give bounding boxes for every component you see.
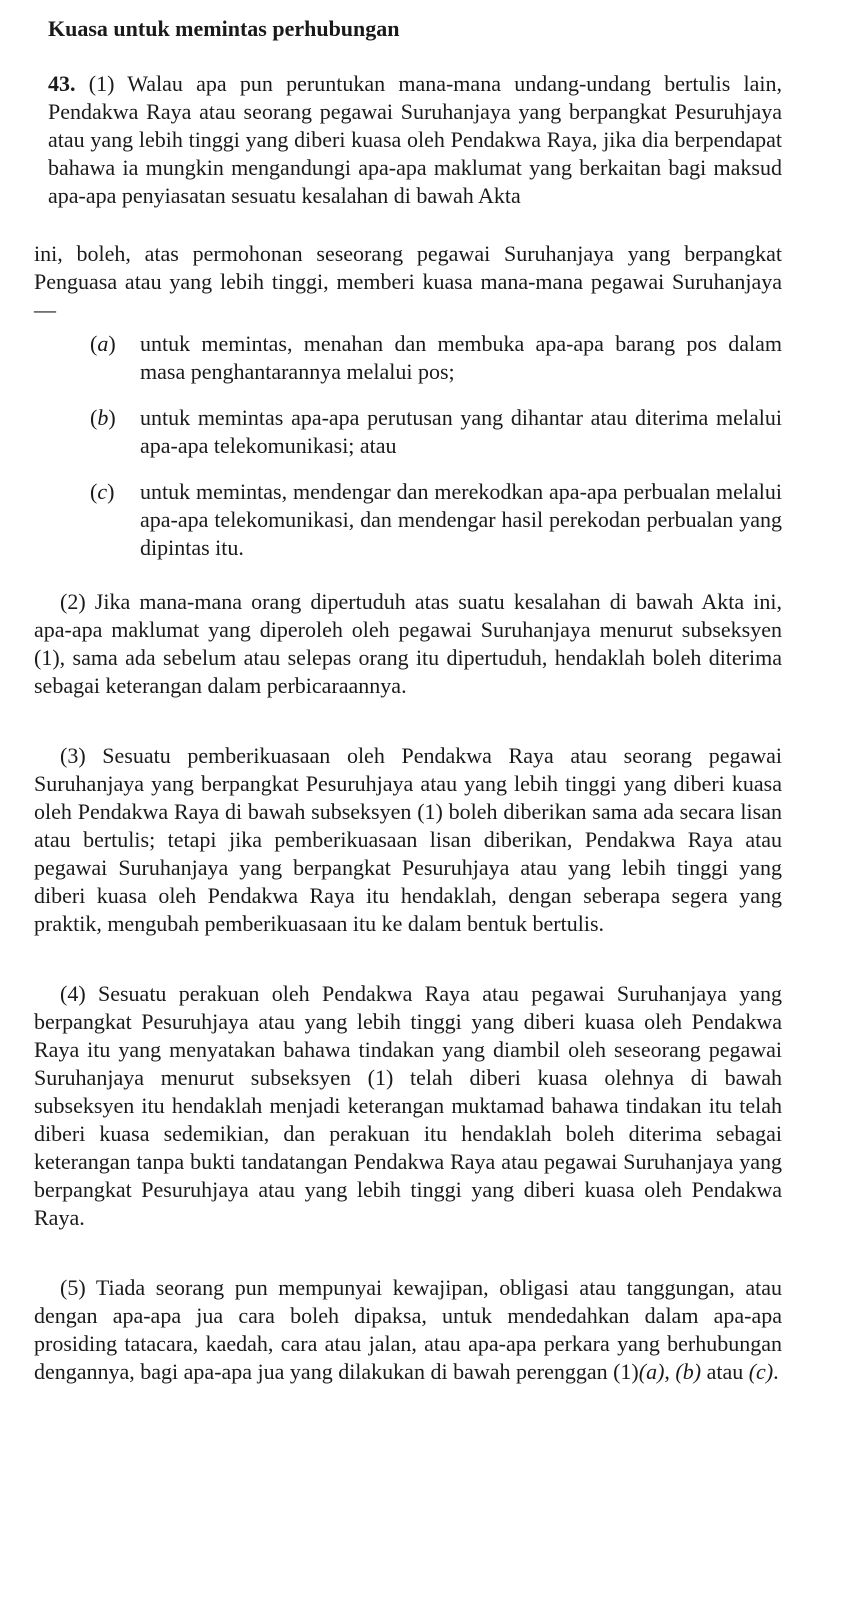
subsection-4: (4) Sesuatu perakuan oleh Pendakwa Raya atau pegawai Suruhanjaya yang berpangkat Pesuruhjaya atau yang lebih tinggi yang diberi kuasa oleh Pendakwa Raya itu yang menyatakan bahawa tindakan yang diambil oleh seseorang pegawai Suruhanjaya menurut subseksyen (1) telah diberi kuasa olehnya di bawah subseksyen itu hendaklah menjadi keterangan muktamad bahawa tindakan itu telah diberi kuasa sedemikian, dan perakuan itu hendaklah boleh diterima sebagai keterangan tanpa bukti tandatangan Pendakwa Raya atau pegawai Suruhanjaya yang berpangkat Pesuruhjaya atau yang lebih tinggi yang diberi kuasa oleh Pendakwa Raya. xyxy=(34,981,782,1230)
paragraph-item-a xyxy=(34,330,782,386)
subsection-5-separator: , xyxy=(664,1359,676,1384)
subsection-5-ref-b: (b) xyxy=(675,1359,702,1384)
subsection-5-ref-c: (c) xyxy=(748,1359,774,1384)
subsection-1-intro xyxy=(48,70,782,210)
subsection-5-or: atau xyxy=(701,1359,749,1384)
paragraph-label-b: (b) xyxy=(90,405,116,430)
paragraph-text-c: untuk memintas, mendengar dan merekodkan apa-apa perbualan melalui apa-apa telekomunikasi, dan mendengar hasil perekodan perbualan yang dipintas itu. xyxy=(140,479,782,560)
section-number: 43. xyxy=(48,71,76,96)
paragraph-item-c xyxy=(34,478,782,562)
subsection-1-continued: ini, boleh, atas permohonan seseorang pegawai Suruhanjaya yang berpangkat Penguasa atau yang lebih tinggi, memberi kuasa mana-mana pegawai Suruhanjaya— xyxy=(34,241,782,322)
paragraph-label-a: (a) xyxy=(90,331,116,356)
subsection-1-text: (1) Walau apa pun peruntukan mana-mana undang-undang bertulis lain, Pendakwa Raya atau seorang pegawai Suruhanjaya yang berpangkat Pesuruhjaya atau yang lebih tinggi yang diberi kuasa oleh Pendakwa Raya, jika dia berpendapat bahawa ia mungkin mengandungi apa-apa maklumat yang berkaitan bagi maksud apa-apa penyiasatan sesuatu kesalahan di bawah Akta xyxy=(48,71,783,208)
paragraph-text-b: untuk memintas apa-apa perutusan yang dihantar atau diterima melalui apa-apa telekomunikasi; atau xyxy=(140,405,782,458)
paragraph-text-a: untuk memintas, menahan dan membuka apa-apa barang pos dalam masa penghantarannya melalui pos; xyxy=(140,331,782,384)
subsection-2: (2) Jika mana-mana orang dipertuduh atas suatu kesalahan di bawah Akta ini, apa-apa maklumat yang diperoleh oleh pegawai Suruhanjaya menurut subseksyen (1), sama ada sebelum atau selepas orang itu dipertuduh, hendaklah boleh diterima sebagai keterangan dalam perbicaraannya. xyxy=(34,589,782,698)
document-page xyxy=(34,14,782,1386)
subsection-5-ref-a: (a) xyxy=(638,1359,665,1384)
subsection-3: (3) Sesuatu pemberikuasaan oleh Pendakwa Raya atau seorang pegawai Suruhanjaya yang berpangkat Pesuruhjaya atau yang lebih tinggi yang diberi kuasa oleh Pendakwa Raya di bawah subseksyen (1) boleh diberikan sama ada secara lisan atau bertulis; tetapi jika pemberikuasaan lisan diberikan, Pendakwa Raya atau pegawai Suruhanjaya yang berpangkat Pesuruhjaya atau yang lebih tinggi yang diberi kuasa oleh Pendakwa Raya itu hendaklah, dengan seberapa segera yang praktik, mengubah pemberikuasaan itu ke dalam bentuk bertulis. xyxy=(34,743,782,936)
section-heading: Kuasa untuk memintas perhubungan xyxy=(48,16,400,41)
paragraph-item-b xyxy=(34,404,782,460)
subsection-5 xyxy=(34,1274,782,1386)
subsection-5-text: (5) Tiada seorang pun mempunyai kewajipan, obligasi atau tanggungan, atau dengan apa-apa jua cara boleh dipaksa, untuk mendedahkan dalam apa-apa prosiding tatacara, kaedah, cara atau jalan, atau apa-apa perkara yang berhubungan dengannya, bagi apa-apa jua yang dilakukan di bawah perenggan (1) xyxy=(34,1275,782,1384)
subsection-5-end: . xyxy=(773,1359,779,1384)
paragraph-label-c: (c) xyxy=(90,479,115,504)
